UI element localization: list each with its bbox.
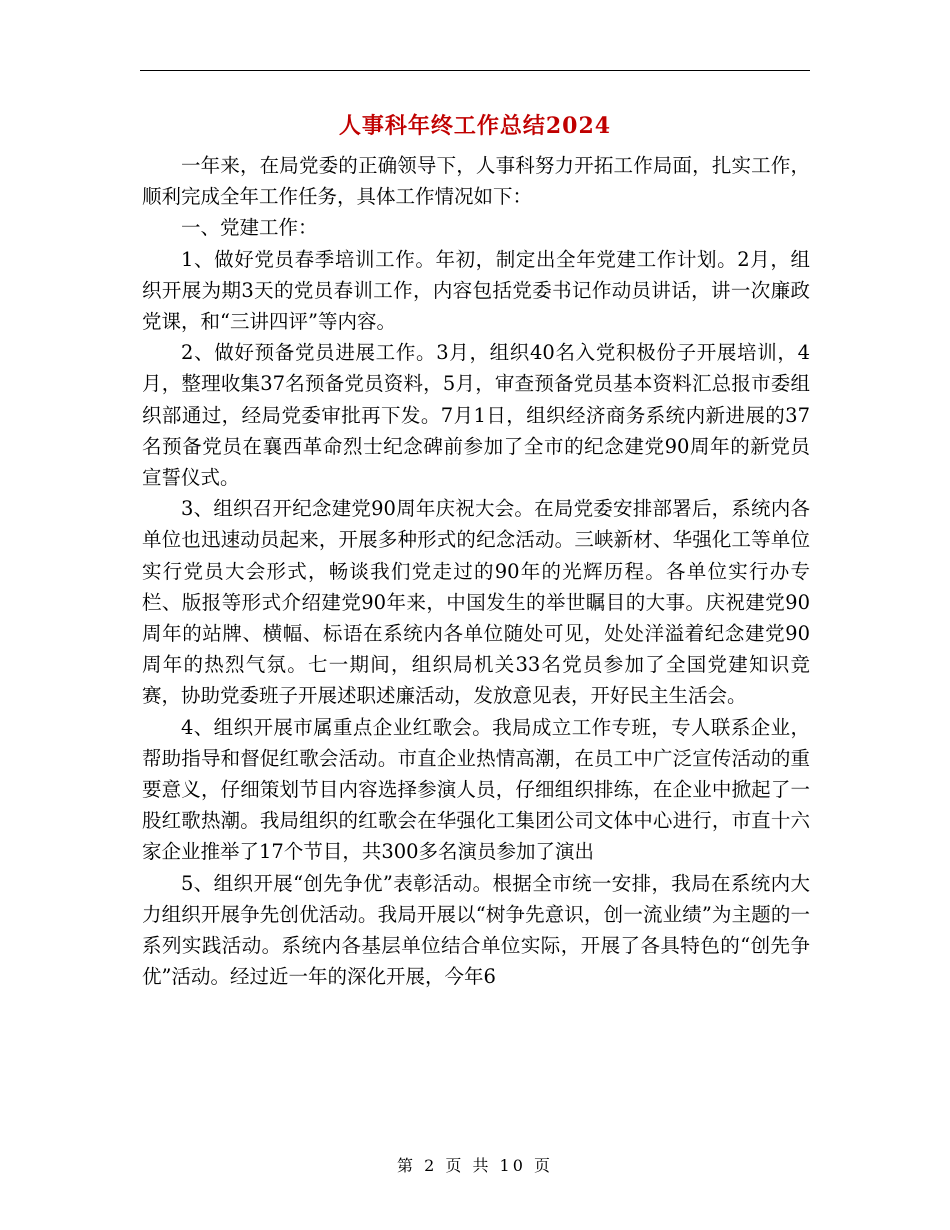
document-body	[142, 150, 810, 992]
page-indicator: 第 2 页 共 10 页	[397, 1156, 553, 1175]
section-heading-party-building: 一、党建工作：	[181, 216, 318, 240]
item-paragraph-3: 3、组织召开纪念建党90周年庆祝大会。在局党委安排部署后，系统内各单位也迅速动员起来，开展多种形式的纪念活动。三峡新材、华强化工等单位实行党员大会形式，畅谈我们党走过的90年的光辉历程。各单位实行办专栏、版报等形式介绍建党90年来，中国发生的举世瞩目的大事。庆祝建党90周年的站牌、横幅、标语在系统内各单位随处可见，处处洋溢着纪念建党90周年的热烈气氛。七一期间，组织局机关33名党员参加了全国党建知识竞赛，协助党委班子开展述职述廉活动，发放意见表，开好民主生活会。	[142, 497, 810, 708]
item-paragraph-2: 2、做好预备党员进展工作。3月，组织40名入党积极份子开展培训，4月，整理收集37名预备党员资料，5月，审查预备党员基本资料汇总报市委组织部通过，经局党委审批再下发。7月1日，组织经济商务系统内新进展的37名预备党员在襄西革命烈士纪念碑前参加了全市的纪念建党90周年的新党员宣誓仪式。	[142, 341, 810, 490]
item-paragraph-5: 5、组织开展“创先争优”表彰活动。根据全市统一安排，我局在系统内大力组织开展争先创优活动。我局开展以“树争先意识，创一流业绩”为主题的一系列实践活动。系统内各基层单位结合单位实际，开展了各具特色的“创先争优”活动。经过近一年的深化开展，今年6	[142, 871, 810, 989]
item-paragraph-4: 4、组织开展市属重点企业红歌会。我局成立工作专班，专人联系企业，帮助指导和督促红歌会活动。市直企业热情高潮，在员工中广泛宣传活动的重要意义，仔细策划节目内容选择参演人员，仔细组织排练，在企业中掀起了一股红歌热潮。我局组织的红歌会在华强化工集团公司文体中心进行，市直十六家企业推举了17个节目，共300多名演员参加了演出	[142, 715, 810, 864]
header-rule	[140, 70, 810, 71]
document-title: 人事科年终工作总结2024	[338, 113, 612, 139]
item-paragraph-1: 1、做好党员春季培训工作。年初，制定出全年党建工作计划。2月，组织开展为期3天的党员春训工作，内容包括党委书记作动员讲话，讲一次廉政党课，和“三讲四评”等内容。	[142, 247, 810, 334]
intro-paragraph: 一年来，在局党委的正确领导下，人事科努力开拓工作局面，扎实工作，顺利完成全年工作任务，具体工作情况如下：	[142, 154, 810, 209]
